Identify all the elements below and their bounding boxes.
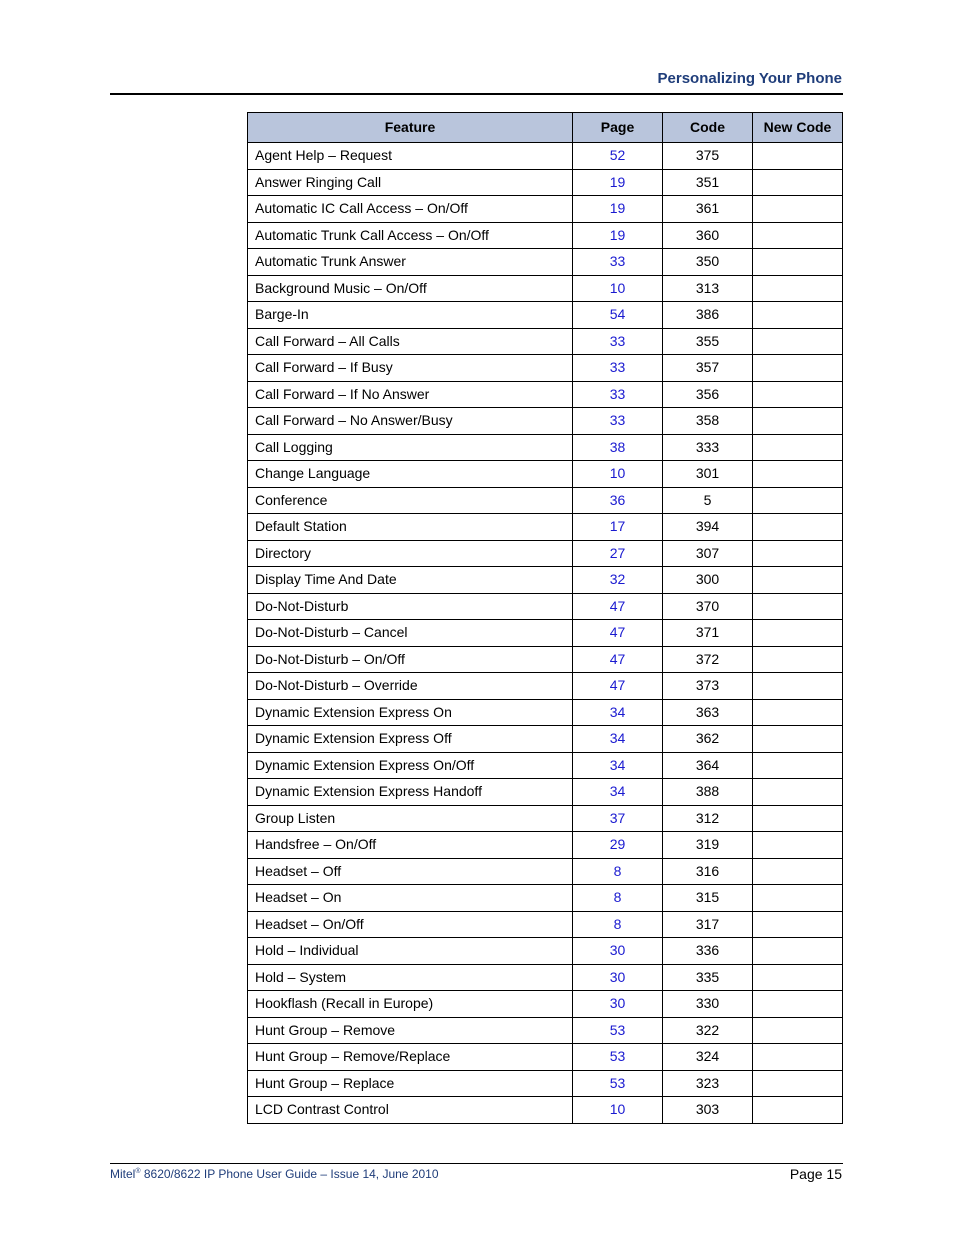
code-cell: 362 — [663, 726, 753, 753]
section-title: Personalizing Your Phone — [657, 70, 842, 87]
feature-cell: Do-Not-Disturb – Override — [248, 673, 573, 700]
table-row — [248, 567, 843, 594]
code-cell: 350 — [663, 249, 753, 276]
feature-cell: Display Time And Date — [248, 567, 573, 594]
table-row — [248, 169, 843, 196]
registered-mark: ® — [135, 1168, 141, 1175]
new-code-cell — [753, 964, 843, 991]
table-row — [248, 805, 843, 832]
table-row — [248, 593, 843, 620]
page-link[interactable]: 27 — [573, 540, 663, 567]
code-cell: 313 — [663, 275, 753, 302]
page-link[interactable]: 19 — [573, 169, 663, 196]
footer-guide-text: 8620/8622 IP Phone User Guide – Issue 14, June 2010 — [140, 1167, 439, 1181]
new-code-cell — [753, 699, 843, 726]
new-code-cell — [753, 302, 843, 329]
table-row — [248, 381, 843, 408]
code-cell: 371 — [663, 620, 753, 647]
code-cell: 312 — [663, 805, 753, 832]
page-link[interactable]: 34 — [573, 699, 663, 726]
page-link[interactable]: 38 — [573, 434, 663, 461]
page-link[interactable]: 52 — [573, 143, 663, 170]
feature-cell: Automatic IC Call Access – On/Off — [248, 196, 573, 223]
feature-cell: Do-Not-Disturb — [248, 593, 573, 620]
new-code-cell — [753, 1097, 843, 1124]
new-code-cell — [753, 249, 843, 276]
code-cell: 360 — [663, 222, 753, 249]
page-link[interactable]: 33 — [573, 328, 663, 355]
new-code-cell — [753, 461, 843, 488]
table-row — [248, 196, 843, 223]
code-cell: 315 — [663, 885, 753, 912]
new-code-cell — [753, 143, 843, 170]
code-cell: 358 — [663, 408, 753, 435]
code-cell: 355 — [663, 328, 753, 355]
page-link[interactable]: 29 — [573, 832, 663, 859]
footer-brand: Mitel — [110, 1167, 136, 1181]
code-cell: 357 — [663, 355, 753, 382]
code-cell: 300 — [663, 567, 753, 594]
feature-cell: Barge-In — [248, 302, 573, 329]
page-link[interactable]: 30 — [573, 991, 663, 1018]
page-link[interactable]: 34 — [573, 726, 663, 753]
table-row — [248, 487, 843, 514]
table-row — [248, 1044, 843, 1071]
new-code-cell — [753, 514, 843, 541]
table-row — [248, 222, 843, 249]
table-row — [248, 991, 843, 1018]
feature-cell: Hookflash (Recall in Europe) — [248, 991, 573, 1018]
code-cell: 388 — [663, 779, 753, 806]
feature-cell: LCD Contrast Control — [248, 1097, 573, 1124]
code-cell: 351 — [663, 169, 753, 196]
feature-cell: Background Music – On/Off — [248, 275, 573, 302]
code-cell: 364 — [663, 752, 753, 779]
feature-cell: Answer Ringing Call — [248, 169, 573, 196]
new-code-cell — [753, 858, 843, 885]
page-link[interactable]: 32 — [573, 567, 663, 594]
code-cell: 373 — [663, 673, 753, 700]
feature-cell: Automatic Trunk Answer — [248, 249, 573, 276]
new-code-cell — [753, 593, 843, 620]
page-link[interactable]: 33 — [573, 355, 663, 382]
new-code-cell — [753, 620, 843, 647]
new-code-cell — [753, 355, 843, 382]
table-row — [248, 540, 843, 567]
feature-cell: Change Language — [248, 461, 573, 488]
table-header-row — [248, 113, 843, 143]
new-code-cell — [753, 434, 843, 461]
new-code-cell — [753, 222, 843, 249]
new-code-cell — [753, 752, 843, 779]
page-link[interactable]: 36 — [573, 487, 663, 514]
table-row — [248, 964, 843, 991]
table-row — [248, 275, 843, 302]
table-row — [248, 143, 843, 170]
new-code-cell — [753, 885, 843, 912]
new-code-cell — [753, 911, 843, 938]
new-code-cell — [753, 275, 843, 302]
header-divider — [110, 93, 843, 95]
table-row — [248, 1070, 843, 1097]
table-row — [248, 1097, 843, 1124]
table-row — [248, 911, 843, 938]
table-row — [248, 302, 843, 329]
table-row — [248, 461, 843, 488]
feature-cell: Default Station — [248, 514, 573, 541]
table-row — [248, 355, 843, 382]
footer-divider — [110, 1163, 843, 1164]
table-row — [248, 726, 843, 753]
feature-cell: Hunt Group – Replace — [248, 1070, 573, 1097]
feature-cell: Headset – On/Off — [248, 911, 573, 938]
new-code-cell — [753, 169, 843, 196]
page-link[interactable]: 19 — [573, 222, 663, 249]
feature-cell: Call Forward – If No Answer — [248, 381, 573, 408]
table-row — [248, 752, 843, 779]
page-link[interactable]: 47 — [573, 620, 663, 647]
page-link[interactable]: 30 — [573, 938, 663, 965]
feature-cell: Call Forward – No Answer/Busy — [248, 408, 573, 435]
new-code-cell — [753, 1044, 843, 1071]
feature-cell: Dynamic Extension Express On/Off — [248, 752, 573, 779]
footer-guide-title — [110, 1167, 439, 1181]
code-cell: 319 — [663, 832, 753, 859]
new-code-cell — [753, 726, 843, 753]
page-link[interactable]: 33 — [573, 249, 663, 276]
feature-cell: Directory — [248, 540, 573, 567]
new-code-cell — [753, 567, 843, 594]
page-link[interactable]: 10 — [573, 461, 663, 488]
code-cell: 372 — [663, 646, 753, 673]
feature-cell: Call Logging — [248, 434, 573, 461]
page-link[interactable]: 33 — [573, 381, 663, 408]
page-link[interactable]: 10 — [573, 1097, 663, 1124]
column-header-new-code: New Code — [753, 113, 843, 143]
page-link[interactable]: 34 — [573, 779, 663, 806]
page-link[interactable]: 8 — [573, 858, 663, 885]
table-row — [248, 858, 843, 885]
new-code-cell — [753, 381, 843, 408]
feature-cell: Call Forward – If Busy — [248, 355, 573, 382]
page-link[interactable]: 53 — [573, 1044, 663, 1071]
new-code-cell — [753, 408, 843, 435]
feature-cell: Automatic Trunk Call Access – On/Off — [248, 222, 573, 249]
page-link[interactable]: 53 — [573, 1017, 663, 1044]
new-code-cell — [753, 805, 843, 832]
new-code-cell — [753, 487, 843, 514]
feature-cell: Call Forward – All Calls — [248, 328, 573, 355]
table-row — [248, 779, 843, 806]
table-row — [248, 699, 843, 726]
table-body — [248, 143, 843, 1124]
code-cell: 333 — [663, 434, 753, 461]
new-code-cell — [753, 196, 843, 223]
feature-cell: Handsfree – On/Off — [248, 832, 573, 859]
new-code-cell — [753, 991, 843, 1018]
table-row — [248, 328, 843, 355]
page-link[interactable]: 17 — [573, 514, 663, 541]
page-link[interactable]: 47 — [573, 646, 663, 673]
table-row — [248, 938, 843, 965]
code-cell: 375 — [663, 143, 753, 170]
code-cell: 370 — [663, 593, 753, 620]
page-link[interactable]: 53 — [573, 1070, 663, 1097]
feature-cell: Headset – Off — [248, 858, 573, 885]
column-header-feature: Feature — [248, 113, 573, 143]
code-cell: 336 — [663, 938, 753, 965]
feature-cell: Agent Help – Request — [248, 143, 573, 170]
page-link[interactable]: 47 — [573, 673, 663, 700]
code-cell: 335 — [663, 964, 753, 991]
new-code-cell — [753, 938, 843, 965]
page-link[interactable]: 54 — [573, 302, 663, 329]
code-cell: 5 — [663, 487, 753, 514]
code-cell: 363 — [663, 699, 753, 726]
code-cell: 394 — [663, 514, 753, 541]
page-link[interactable]: 8 — [573, 885, 663, 912]
code-cell: 316 — [663, 858, 753, 885]
new-code-cell — [753, 673, 843, 700]
table-row — [248, 514, 843, 541]
feature-cell: Hunt Group – Remove/Replace — [248, 1044, 573, 1071]
page-number: Page 15 — [789, 1166, 842, 1182]
table-row — [248, 620, 843, 647]
code-cell: 322 — [663, 1017, 753, 1044]
code-cell: 323 — [663, 1070, 753, 1097]
code-cell: 324 — [663, 1044, 753, 1071]
column-header-page: Page — [573, 113, 663, 143]
table-row — [248, 673, 843, 700]
feature-cell: Conference — [248, 487, 573, 514]
feature-cell: Group Listen — [248, 805, 573, 832]
table-row — [248, 832, 843, 859]
new-code-cell — [753, 1017, 843, 1044]
page-link[interactable]: 47 — [573, 593, 663, 620]
page-link[interactable]: 8 — [573, 911, 663, 938]
feature-cell: Do-Not-Disturb – On/Off — [248, 646, 573, 673]
column-header-code: Code — [663, 113, 753, 143]
table-row — [248, 1017, 843, 1044]
feature-codes-table — [247, 112, 843, 1124]
feature-cell: Headset – On — [248, 885, 573, 912]
page-link[interactable]: 10 — [573, 275, 663, 302]
new-code-cell — [753, 779, 843, 806]
code-cell: 361 — [663, 196, 753, 223]
page-link[interactable]: 37 — [573, 805, 663, 832]
feature-cell: Do-Not-Disturb – Cancel — [248, 620, 573, 647]
feature-cell: Dynamic Extension Express Off — [248, 726, 573, 753]
code-cell: 386 — [663, 302, 753, 329]
new-code-cell — [753, 540, 843, 567]
code-cell: 317 — [663, 911, 753, 938]
code-cell: 301 — [663, 461, 753, 488]
code-cell: 330 — [663, 991, 753, 1018]
table-row — [248, 408, 843, 435]
code-cell: 307 — [663, 540, 753, 567]
code-cell: 303 — [663, 1097, 753, 1124]
table-row — [248, 885, 843, 912]
feature-cell: Hold – System — [248, 964, 573, 991]
code-cell: 356 — [663, 381, 753, 408]
feature-cell: Dynamic Extension Express On — [248, 699, 573, 726]
new-code-cell — [753, 328, 843, 355]
feature-cell: Hunt Group – Remove — [248, 1017, 573, 1044]
table-row — [248, 249, 843, 276]
new-code-cell — [753, 832, 843, 859]
page-link[interactable]: 33 — [573, 408, 663, 435]
new-code-cell — [753, 646, 843, 673]
page-link[interactable]: 19 — [573, 196, 663, 223]
table-row — [248, 434, 843, 461]
page-link[interactable]: 30 — [573, 964, 663, 991]
feature-cell: Dynamic Extension Express Handoff — [248, 779, 573, 806]
feature-cell: Hold – Individual — [248, 938, 573, 965]
table-row — [248, 646, 843, 673]
new-code-cell — [753, 1070, 843, 1097]
page-link[interactable]: 34 — [573, 752, 663, 779]
